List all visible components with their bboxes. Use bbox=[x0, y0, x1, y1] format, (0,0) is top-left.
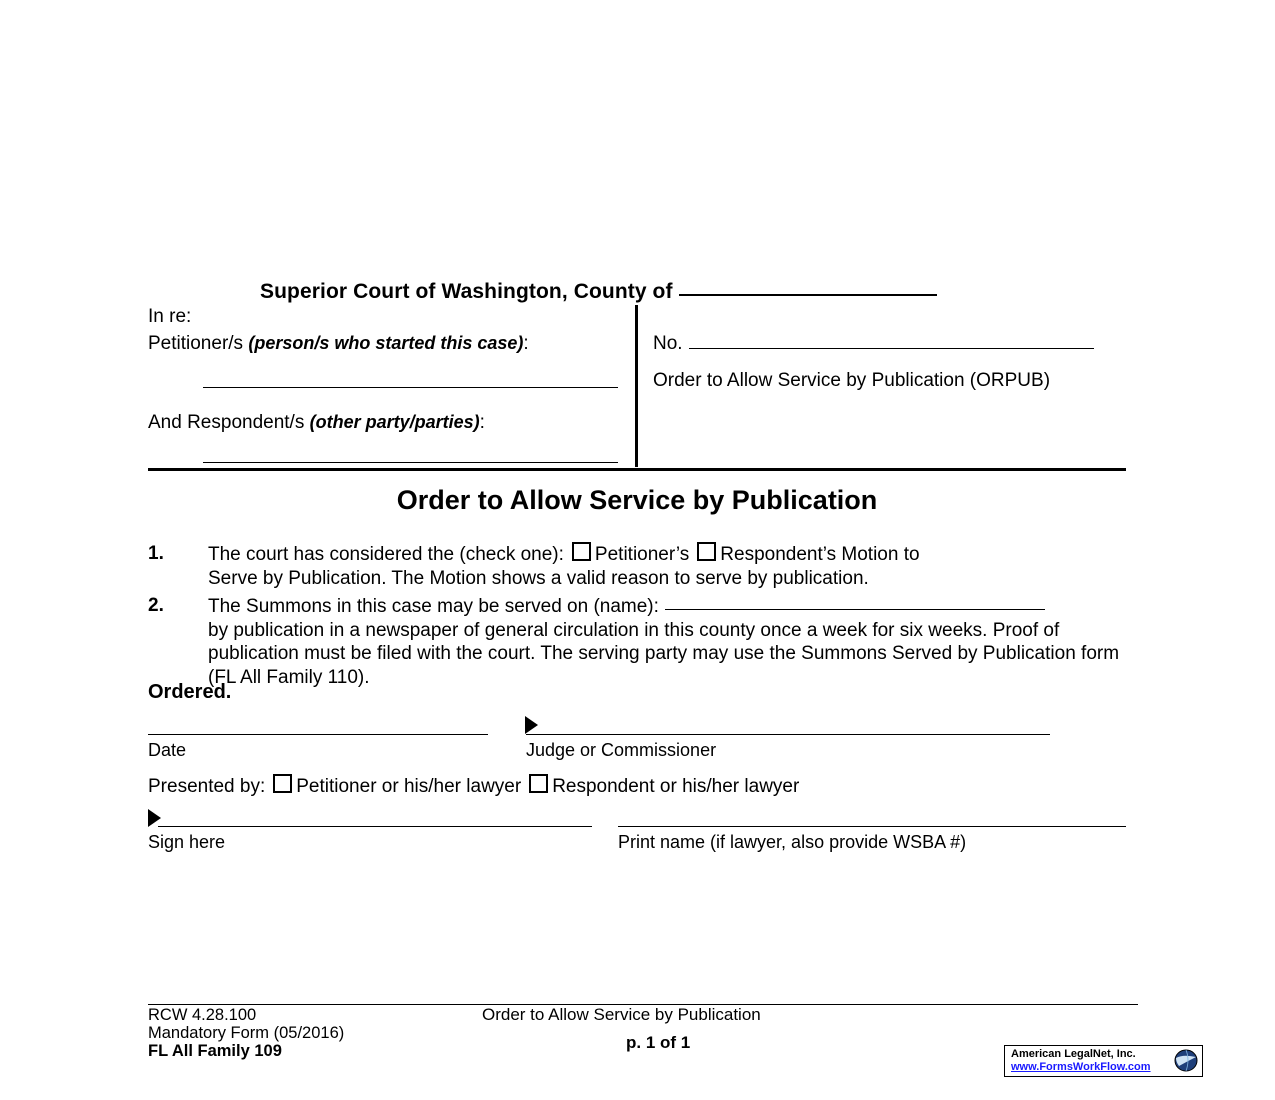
paragraph-2 bbox=[148, 594, 1126, 689]
caption-block bbox=[148, 305, 1126, 467]
paragraph-2-body bbox=[208, 594, 1126, 689]
presented-by-row bbox=[148, 774, 799, 798]
checkbox-presented-respondent[interactable] bbox=[529, 774, 548, 793]
caption-vertical-rule bbox=[635, 305, 638, 467]
checkbox-respondent-label: Respondent’s Motion to bbox=[720, 544, 920, 565]
presented-by-label: Presented by: bbox=[148, 776, 266, 797]
judge-label: Judge or Commissioner bbox=[526, 740, 717, 760]
paragraph-2-number: 2. bbox=[148, 595, 164, 616]
paragraph-1 bbox=[148, 542, 1126, 590]
print-name-label: Print name (if lawyer, also provide WSBA #) bbox=[618, 832, 967, 852]
presented-petitioner-label: Petitioner or his/her lawyer bbox=[296, 776, 522, 797]
checkbox-petitioner-motion[interactable] bbox=[572, 542, 591, 561]
checkbox-petitioner-label: Petitioner’s bbox=[594, 544, 690, 565]
caption-bottom-rule bbox=[148, 468, 1126, 471]
petitioners-hint: (person/s who started this case) bbox=[248, 333, 524, 353]
checkbox-respondent-motion[interactable] bbox=[697, 542, 716, 561]
respondents-hint: (other party/parties) bbox=[309, 412, 480, 432]
ordered-label: Ordered. bbox=[148, 681, 232, 703]
paragraph-1-number: 1. bbox=[148, 543, 164, 564]
case-number-label: No. bbox=[653, 333, 683, 354]
county-blank-field[interactable] bbox=[679, 278, 937, 296]
sign-here-pointer-icon bbox=[148, 809, 161, 827]
footer-mandatory-form: Mandatory Form (05/2016) bbox=[148, 1024, 345, 1042]
petitioners-label: Petitioner/s bbox=[148, 333, 244, 354]
footer-left bbox=[148, 1006, 344, 1060]
legalnet-website-link[interactable]: www.FormsWorkFlow.com bbox=[1011, 1061, 1151, 1073]
respondents-name-field[interactable] bbox=[203, 445, 618, 463]
sign-here-field[interactable] bbox=[158, 826, 592, 827]
respondents-colon: : bbox=[479, 412, 485, 433]
petitioners-name-field[interactable] bbox=[203, 370, 618, 388]
footer-center-title: Order to Allow Service by Publication bbox=[482, 1005, 761, 1024]
legalnet-stamp bbox=[1004, 1045, 1203, 1077]
paragraph-2-text-rest: by publication in a newspaper of general circulation in this county once a week for six weeks. Proof of publication must be filed with the court. The serving party may use the Summons Served by Publication form (FL All Family 110). bbox=[208, 619, 1120, 688]
paragraph-1-text-rest: Serve by Publication. The Motion shows a valid reason to serve by publication. bbox=[208, 567, 869, 589]
petitioners-colon: : bbox=[523, 333, 529, 354]
party-signature-row bbox=[148, 806, 1126, 852]
footer-rcw: RCW 4.28.100 bbox=[148, 1006, 257, 1024]
signature-pointer-icon bbox=[525, 716, 538, 734]
print-name-field[interactable] bbox=[618, 826, 1126, 827]
served-on-name-field[interactable] bbox=[665, 594, 1045, 610]
date-label: Date bbox=[148, 740, 187, 760]
footer-form-number: FL All Family 109 bbox=[148, 1042, 282, 1060]
case-number-field[interactable] bbox=[689, 333, 1094, 349]
date-field[interactable] bbox=[148, 734, 488, 735]
judge-signature-row bbox=[148, 718, 1126, 764]
paragraph-1-body bbox=[208, 542, 1126, 590]
respondents-line bbox=[148, 410, 635, 435]
legalnet-company-name: American LegalNet, Inc. bbox=[1011, 1048, 1136, 1060]
judge-signature-field[interactable] bbox=[526, 734, 1050, 735]
petitioners-line bbox=[148, 331, 635, 356]
in-re-label: In re: bbox=[148, 306, 192, 327]
paragraph-2-text-intro: The Summons in this case may be served on (name): bbox=[208, 596, 659, 617]
globe-icon bbox=[1173, 1048, 1199, 1073]
footer-page-number: p. 1 of 1 bbox=[626, 1033, 691, 1052]
caption-left-column bbox=[148, 305, 635, 467]
checkbox-presented-petitioner[interactable] bbox=[273, 774, 292, 793]
caption-document-title: Order to Allow Service by Publication (ORPUB) bbox=[653, 370, 1051, 391]
case-number-line bbox=[653, 333, 1123, 355]
sign-here-label: Sign here bbox=[148, 832, 226, 852]
caption-right-column bbox=[653, 305, 1123, 467]
page-title: Order to Allow Service by Publication bbox=[396, 485, 878, 515]
court-heading bbox=[148, 278, 1128, 304]
presented-respondent-label: Respondent or his/her lawyer bbox=[552, 776, 800, 797]
court-heading-text: Superior Court of Washington, County of bbox=[260, 280, 673, 303]
paragraph-1-text-intro: The court has considered the (check one): bbox=[208, 544, 564, 565]
respondents-label: And Respondent/s bbox=[148, 412, 305, 433]
